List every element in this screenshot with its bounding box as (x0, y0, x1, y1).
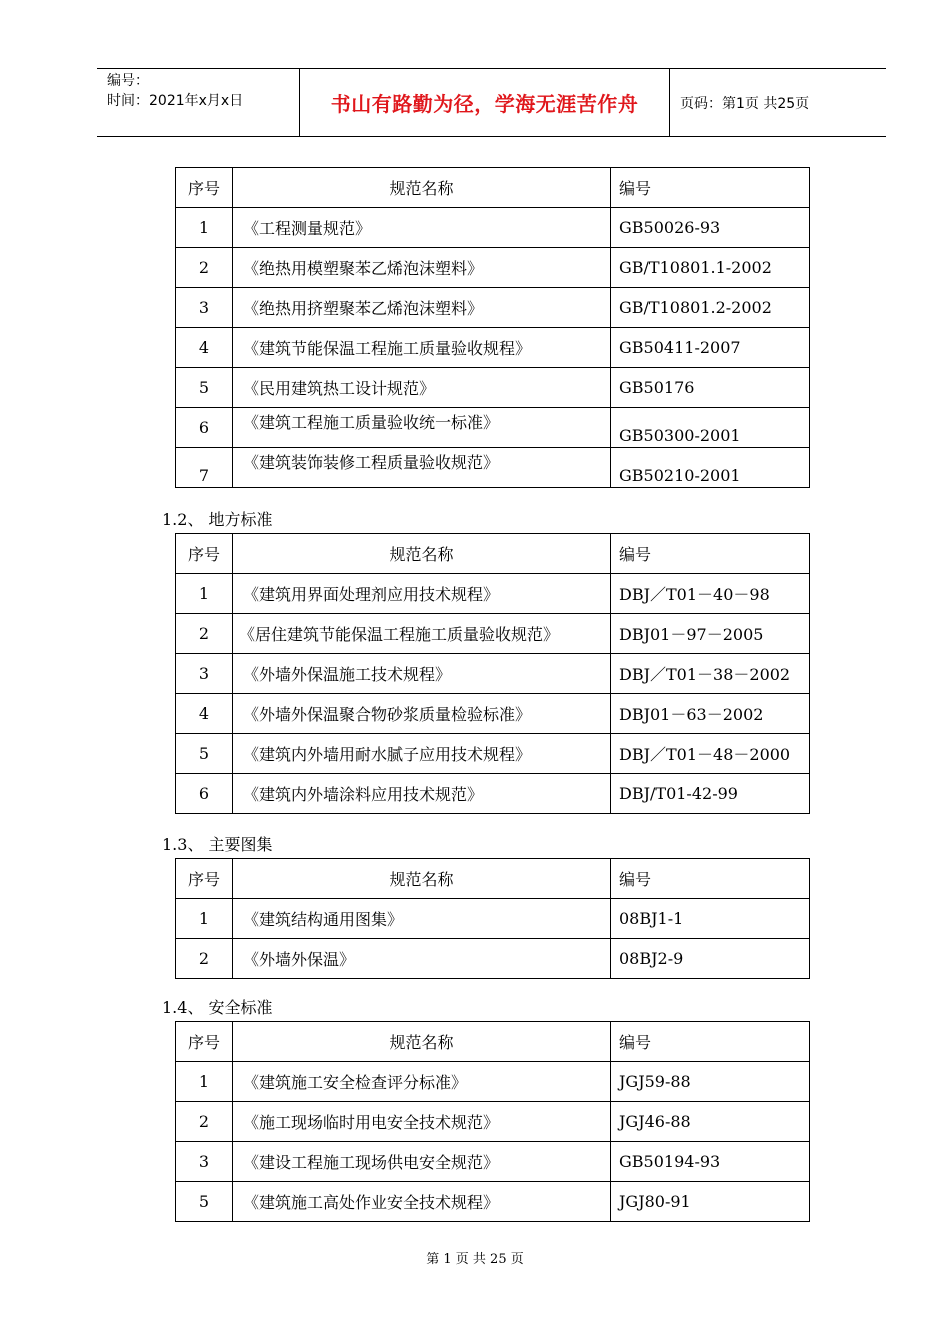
column-header-seq: 序号 (176, 1022, 233, 1062)
table-row (176, 1142, 810, 1182)
table-row (176, 694, 810, 734)
row-seq: 4 (176, 328, 233, 368)
document-time-label: 时间：2021年x月x日 (107, 93, 244, 109)
row-code: DBJ01－63－2002 (611, 694, 810, 734)
row-name: 《建设工程施工现场供电安全规范》 (233, 1142, 611, 1182)
row-seq: 5 (176, 734, 233, 774)
row-code: GB/T10801.2-2002 (611, 288, 810, 328)
row-code: GB50194-93 (611, 1142, 810, 1182)
section-title-safety-standards: 1.4、 安全标准 (162, 998, 273, 1017)
row-code: GB/T10801.1-2002 (611, 248, 810, 288)
national-standards-table (175, 167, 810, 488)
row-seq: 3 (176, 654, 233, 694)
atlas-table (175, 858, 810, 979)
row-name: 《建筑结构通用图集》 (233, 899, 611, 939)
row-name: 《建筑施工高处作业安全技术规程》 (233, 1182, 611, 1222)
local-standards-table (175, 533, 810, 814)
row-code: DBJ／T01－40－98 (611, 574, 810, 614)
row-seq: 2 (176, 939, 233, 979)
table-row (176, 1182, 810, 1222)
row-name: 《建筑工程施工质量验收统一标准》 (233, 408, 611, 448)
row-name: 《绝热用挤塑聚苯乙烯泡沫塑料》 (233, 288, 611, 328)
row-name: 《绝热用模塑聚苯乙烯泡沫塑料》 (233, 248, 611, 288)
table-row (176, 328, 810, 368)
header-meta (97, 69, 300, 136)
row-name: 《建筑节能保温工程施工质量验收规程》 (233, 328, 611, 368)
column-header-seq: 序号 (176, 859, 233, 899)
column-header-code: 编号 (611, 1022, 810, 1062)
table-row (176, 574, 810, 614)
page-footer: 第 1 页 共 25 页 (426, 1252, 524, 1267)
row-seq: 5 (176, 1182, 233, 1222)
table-row (176, 368, 810, 408)
table-row (176, 614, 810, 654)
row-name: 《外墙外保温施工技术规程》 (233, 654, 611, 694)
row-code: DBJ/T01-42-99 (611, 774, 810, 814)
row-code: GB50210-2001 (611, 448, 810, 488)
table-row (176, 1062, 810, 1102)
row-name: 《施工现场临时用电安全技术规范》 (233, 1102, 611, 1142)
row-seq: 1 (176, 574, 233, 614)
table-header-row (176, 859, 810, 899)
row-seq: 4 (176, 694, 233, 734)
row-code: DBJ／T01－38－2002 (611, 654, 810, 694)
column-header-name: 规范名称 (233, 534, 611, 574)
row-code: JGJ46-88 (611, 1102, 810, 1142)
table-row (176, 288, 810, 328)
table-row (176, 408, 810, 448)
row-code: GB50300-2001 (611, 408, 810, 448)
table-row (176, 654, 810, 694)
table-row (176, 208, 810, 248)
row-name: 《民用建筑热工设计规范》 (233, 368, 611, 408)
table-header-row (176, 534, 810, 574)
row-code: DBJ01－97－2005 (611, 614, 810, 654)
row-seq: 7 (176, 448, 233, 488)
table-row (176, 939, 810, 979)
column-header-seq: 序号 (176, 168, 233, 208)
header-motto: 书山有路勤为径，学海无涯苦作舟 (300, 69, 670, 136)
row-name: 《外墙外保温聚合物砂浆质量检验标准》 (233, 694, 611, 734)
row-seq: 2 (176, 1102, 233, 1142)
column-header-code: 编号 (611, 168, 810, 208)
row-seq: 5 (176, 368, 233, 408)
table-header-row (176, 1022, 810, 1062)
column-header-name: 规范名称 (233, 859, 611, 899)
document-number-label: 编号： (107, 73, 149, 89)
table-header-row (176, 168, 810, 208)
row-code: GB50026-93 (611, 208, 810, 248)
row-seq: 6 (176, 774, 233, 814)
row-name: 《居住建筑节能保温工程施工质量验收规范》 (233, 614, 611, 654)
row-code: JGJ59-88 (611, 1062, 810, 1102)
section-title-atlas: 1.3、 主要图集 (162, 835, 273, 854)
row-code: JGJ80-91 (611, 1182, 810, 1222)
row-code: GB50176 (611, 368, 810, 408)
row-name: 《工程测量规范》 (233, 208, 611, 248)
table-row (176, 1102, 810, 1142)
table-row (176, 248, 810, 288)
row-code: 08BJ2-9 (611, 939, 810, 979)
section-title-local-standards: 1.2、 地方标准 (162, 510, 273, 529)
header-page-info: 页码：第1页 共25页 (680, 95, 810, 112)
table-row (176, 899, 810, 939)
row-name: 《建筑用界面处理剂应用技术规程》 (233, 574, 611, 614)
column-header-code: 编号 (611, 534, 810, 574)
row-seq: 2 (176, 248, 233, 288)
row-code: 08BJ1-1 (611, 899, 810, 939)
column-header-name: 规范名称 (233, 168, 611, 208)
safety-standards-table (175, 1021, 810, 1222)
row-seq: 3 (176, 1142, 233, 1182)
row-name: 《建筑内外墙涂料应用技术规范》 (233, 774, 611, 814)
row-seq: 6 (176, 408, 233, 448)
column-header-seq: 序号 (176, 534, 233, 574)
column-header-name: 规范名称 (233, 1022, 611, 1062)
row-seq: 1 (176, 1062, 233, 1102)
column-header-code: 编号 (611, 859, 810, 899)
row-name: 《建筑内外墙用耐水腻子应用技术规程》 (233, 734, 611, 774)
row-seq: 1 (176, 899, 233, 939)
row-name: 《外墙外保温》 (233, 939, 611, 979)
row-seq: 3 (176, 288, 233, 328)
table-row (176, 448, 810, 488)
row-seq: 2 (176, 614, 233, 654)
table-row (176, 774, 810, 814)
page-header (97, 68, 886, 137)
row-name: 《建筑装饰装修工程质量验收规范》 (233, 448, 611, 488)
row-code: DBJ／T01－48－2000 (611, 734, 810, 774)
row-code: GB50411-2007 (611, 328, 810, 368)
row-seq: 1 (176, 208, 233, 248)
row-name: 《建筑施工安全检查评分标准》 (233, 1062, 611, 1102)
table-row (176, 734, 810, 774)
